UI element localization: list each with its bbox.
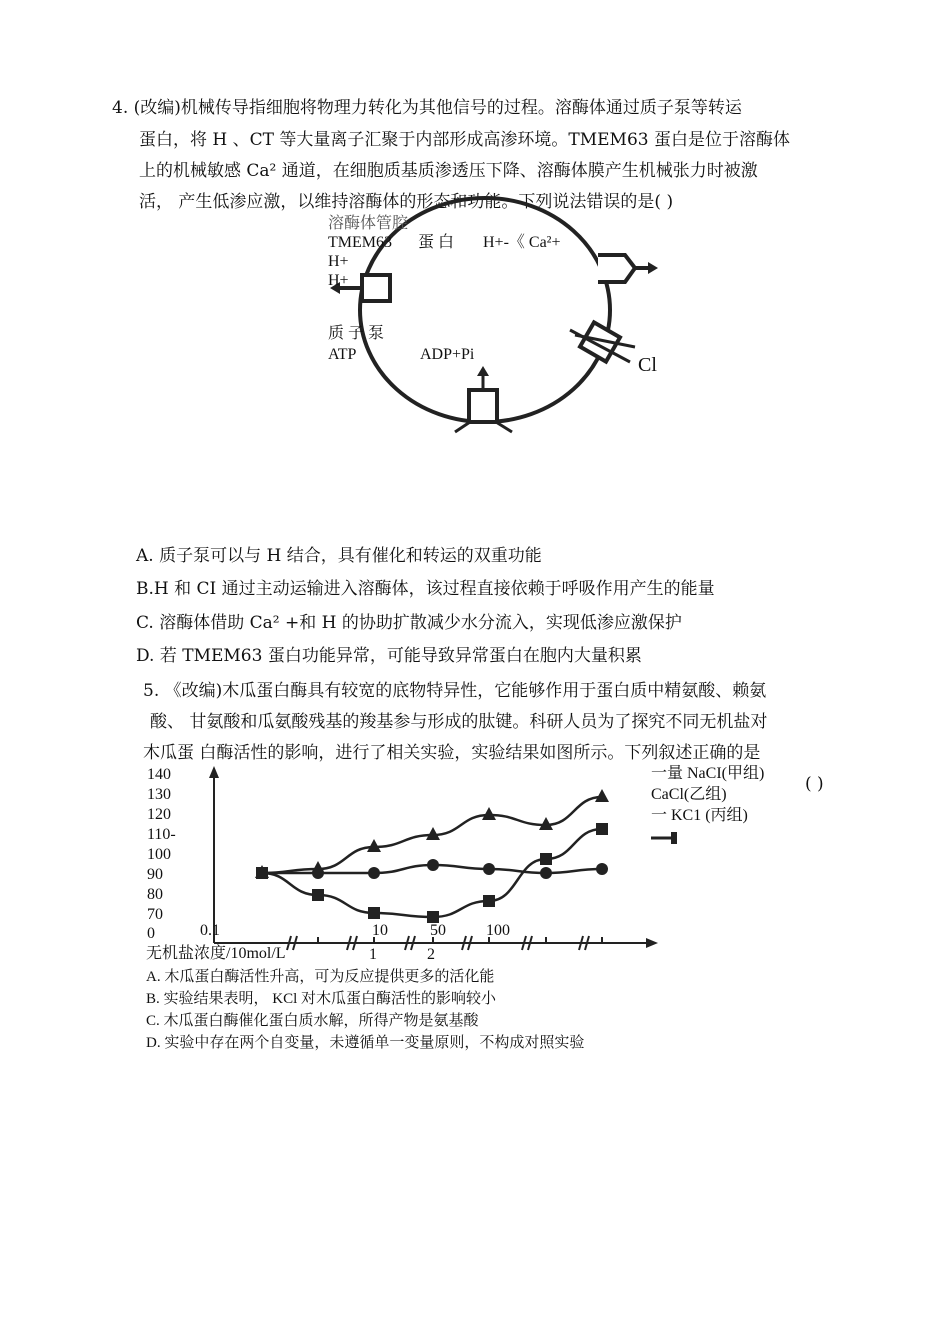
label-ions: H+-《 Ca²+ xyxy=(483,234,561,251)
triangle-point xyxy=(482,807,496,820)
q4-option-b: B.H 和 CI 通过主动运输进入溶酶体，该过程直接依赖于呼吸作用产生的能量 xyxy=(136,579,715,599)
label-protein: 蛋 白 xyxy=(418,234,455,251)
y-tick: 130 xyxy=(147,786,171,803)
q5-answer-paren: ( ) xyxy=(805,774,824,794)
circle-point xyxy=(540,867,552,879)
square-point xyxy=(256,867,268,879)
triangle-point xyxy=(426,827,440,840)
q4-line-3: 上的机械敏感 Ca² 通道，在细胞质基质渗透压下降、溶酶体膜产生机械张力时被激 xyxy=(139,161,758,181)
x-tick: 50 xyxy=(430,922,446,939)
square-point xyxy=(312,889,324,901)
label-h2: H+ xyxy=(328,272,349,289)
x-tick: 10 xyxy=(372,922,388,939)
y-tick: 90 xyxy=(147,866,163,883)
y-tick: 100 xyxy=(147,846,171,863)
y-tick: 110- xyxy=(147,826,176,843)
circle-point xyxy=(483,863,495,875)
circle-point xyxy=(427,859,439,871)
square-point xyxy=(540,853,552,865)
label-organelle: 溶酶体管腔 xyxy=(328,215,409,232)
q4-line-4: 活， 产生低渗应激，以维持溶酶体的形态和功能。下列说法错误的是( ) xyxy=(139,192,674,212)
label-atp: ATP xyxy=(328,346,357,363)
label-tmem63: TMEM63 xyxy=(328,234,392,251)
y-tick: 70 xyxy=(147,906,163,923)
y-axis-arrow xyxy=(209,766,219,778)
q4-option-d: D. 若 TMEM63 蛋白功能异常，可能导致异常蛋白在胞内大量积累 xyxy=(136,646,642,666)
q5-line-2: 酸、 甘氨酸和瓜氨酸残基的羧基参与形成的肽键。科研人员为了探究不同无机盐对 xyxy=(150,712,768,732)
square-point xyxy=(368,907,380,919)
label-h1: H+ xyxy=(328,253,349,270)
q5-option-a: A. 木瓜蛋白酶活性升高，可为反应提供更多的活化能 xyxy=(146,969,495,985)
q4-line-1: 4. (改编)机械传导指细胞将物理力转化为其他信号的过程。溶酶体通过质子泵等转运 xyxy=(112,98,742,118)
circle-point xyxy=(312,867,324,879)
triangle-point xyxy=(367,839,381,852)
legend-marker-icon xyxy=(651,828,681,848)
legend-cacl: CaCl(乙组) xyxy=(651,786,727,803)
legend-nacl: 一量 NaCI(甲组) xyxy=(651,765,765,782)
x-axis-label: 无机盐浓度/10mol/L xyxy=(146,945,286,962)
q5-line-3: 木瓜蛋 白酶活性的影响，进行了相关实验，实验结果如图所示。下列叙述正确的是 xyxy=(143,743,761,763)
square-point xyxy=(596,823,608,835)
label-adp: ADP+Pi xyxy=(420,346,475,363)
circle-point xyxy=(368,867,380,879)
q5-line-1: 5. 《改编)木瓜蛋白酶具有较宽的底物特异性，它能够作用于蛋白质中精氨酸、赖氨 xyxy=(143,681,767,701)
x-tick: 100 xyxy=(486,922,510,939)
label-pump: 质 子 泵 xyxy=(328,325,385,342)
legend-kcl: 一 KC1 (丙组) xyxy=(651,807,748,824)
q5-option-d: D. 实验中存在两个自变量，未遵循单一变量原则，不构成对照实验 xyxy=(146,1035,585,1051)
q4-line-2: 蛋白，将 H 、CT 等大量离子汇聚于内部形成高渗环境。TMEM63 蛋白是位于溶酶体 xyxy=(139,130,790,150)
q5-option-c: C. 木瓜蛋白酶催化蛋白质水解，所得产物是氨基酸 xyxy=(146,1013,479,1029)
square-point xyxy=(483,895,495,907)
x-axis-arrow xyxy=(646,938,658,948)
q4-option-a: A. 质子泵可以与 H 结合，具有催化和转运的双重功能 xyxy=(136,546,542,566)
y-tick: 120 xyxy=(147,806,171,823)
circle-point xyxy=(596,863,608,875)
q5-option-b: B. 实验结果表明， KCl 对木瓜蛋白酶活性的影响较小 xyxy=(146,991,497,1007)
y-tick: 0 xyxy=(147,925,155,942)
y-tick: 80 xyxy=(147,886,163,903)
label-cl: Cl xyxy=(638,354,657,376)
x-tick: 2 xyxy=(427,946,435,963)
x-tick: 0.1 xyxy=(200,922,220,939)
q4-option-c: C. 溶酶体借助 Ca² +和 H 的协助扩散减少水分流入，实现低渗应激保护 xyxy=(136,613,682,633)
triangle-point xyxy=(595,789,609,802)
x-tick: 1 xyxy=(369,946,377,963)
y-tick: 140 xyxy=(147,766,171,783)
